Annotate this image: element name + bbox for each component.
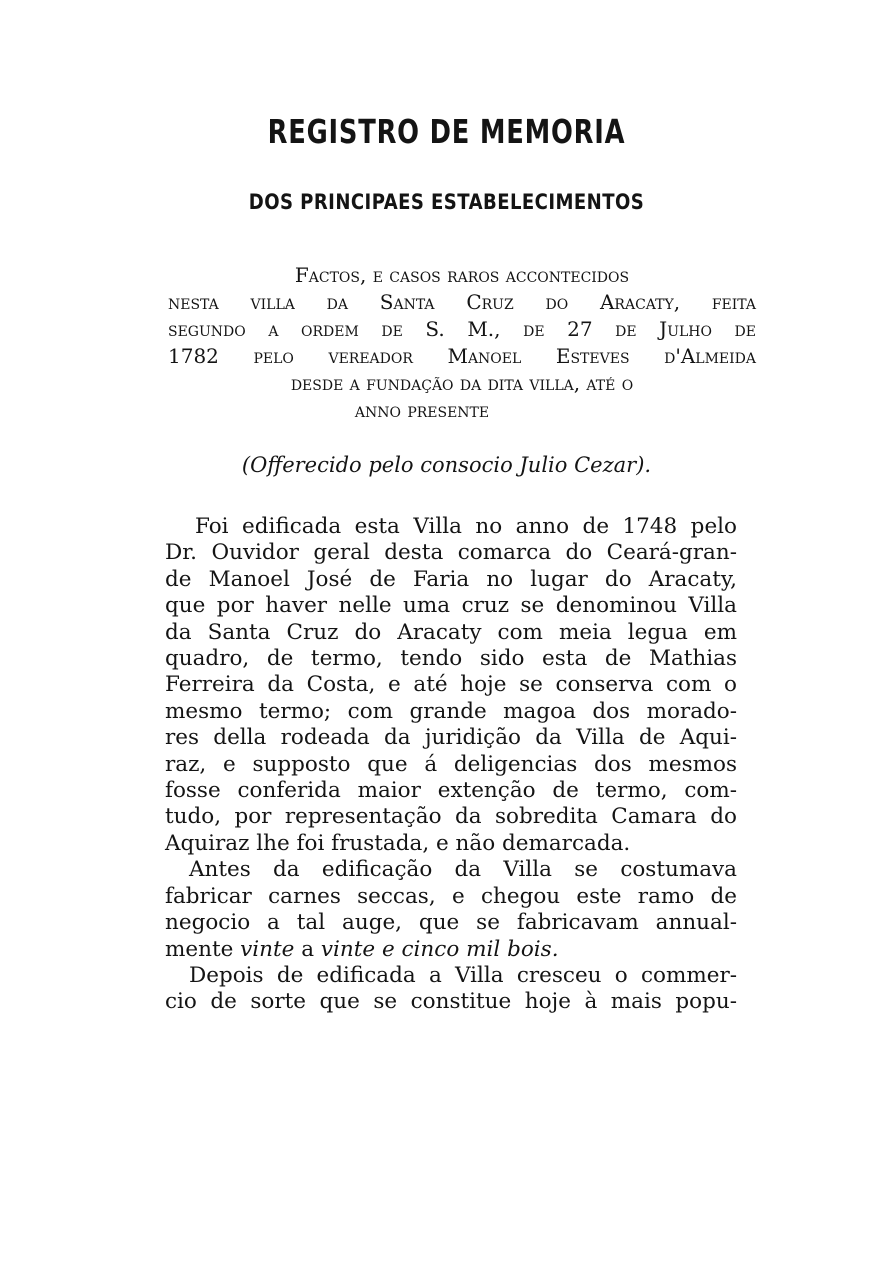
heading-line: Factos, e casos raros acconteсidos xyxy=(294,263,630,287)
italic-line-middle: a xyxy=(294,936,321,962)
text-line: cio de sorte que se constitue hoje à mais popu- xyxy=(165,989,737,1015)
text-line: que por haver nelle uma cruz se denominou Villa xyxy=(165,593,737,619)
page-subtitle: DOS PRINCIPAES ESTABELECIMENTOS xyxy=(248,190,645,214)
text-line: tudo, por representação da sobredita Camara do xyxy=(165,804,737,830)
body-paragraphs xyxy=(165,514,737,1016)
text-line: raz, e supposto que á deligencias dos mesmos xyxy=(165,751,737,777)
italic-line-emphasis-2: vinte e cinco mil bois. xyxy=(320,936,559,962)
text-line: Aquiraz lhe foi frustada, e não demarcada. xyxy=(165,830,631,856)
text-line: fosse conferida maior extenção de termo, com- xyxy=(165,778,737,804)
text-line: mesmo termo; com grande magoa dos morado- xyxy=(165,698,737,724)
text-line: de Manoel José de Faria no lugar do Aracaty, xyxy=(165,566,737,592)
heading-line: desde a fundação da dita villa, até o xyxy=(290,371,634,395)
description-heading xyxy=(168,262,756,424)
text-line: negocio a tal auge, que se fabricavam annual- xyxy=(165,910,737,936)
text-line: fabricar carnes seccas, e chegou este ramo de xyxy=(165,883,737,909)
heading-line: anno presente xyxy=(354,398,490,422)
text-line-italic xyxy=(165,937,737,963)
text-line: da Santa Cruz do Aracaty com meia legua em xyxy=(165,619,737,645)
italic-line-emphasis-1: vinte xyxy=(240,936,295,962)
text-line: quadro, de termo, tendo sido esta de Mathias xyxy=(165,646,737,672)
heading-line: 1782 pelo vereador Manoel Esteves d'Almeida xyxy=(168,344,756,368)
text-line: Ferreira da Costa, e até hoje se conserva com o xyxy=(165,672,737,698)
heading-line: segundo a ordem de S. M., de 27 de Julho de xyxy=(168,317,756,341)
text-line: Depois de edificada a Villa cresceu o commer- xyxy=(189,962,737,988)
heading-line: nesta villa da Santa Cruz do Aracaty, feita xyxy=(168,290,756,314)
italic-line-prefix: mente xyxy=(165,936,241,962)
attribution: (Offerecido pelo consocio Julio Cezar). xyxy=(241,453,652,477)
page-title: REGISTRO DE MEMORIA xyxy=(267,112,626,151)
text-line: Foi edificada esta Villa no anno de 1748 pelo xyxy=(195,514,737,539)
text-line: Antes da edificação da Villa se costumava xyxy=(189,857,737,883)
text-line: res della rodeada da juridição da Villa de Aqui- xyxy=(165,725,737,751)
text-line: Dr. Ouvidor geral desta comarca do Ceará-gran- xyxy=(165,540,737,566)
